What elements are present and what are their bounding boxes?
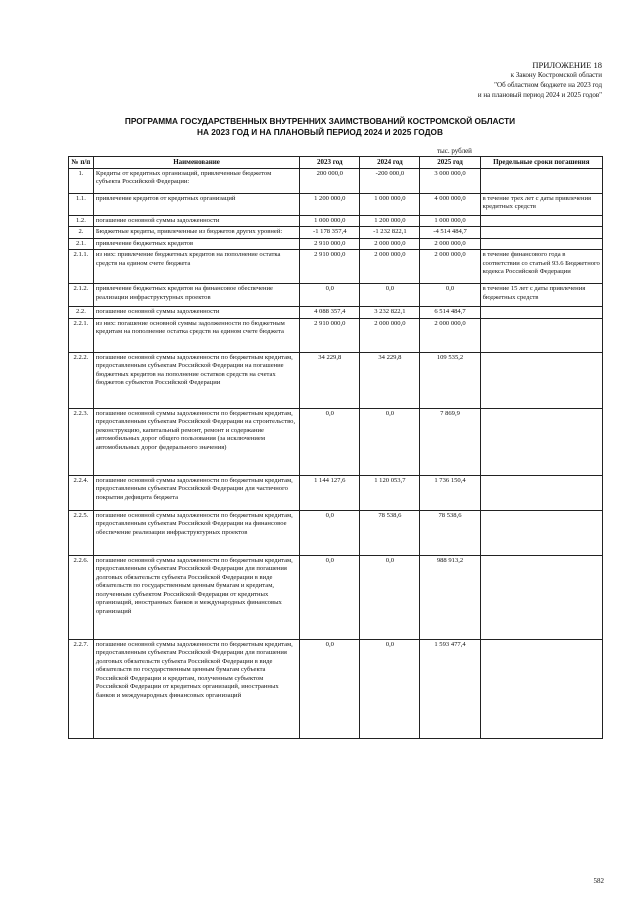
value-2025: 109 535,2 bbox=[420, 352, 480, 408]
value-2025: 1 736 150,4 bbox=[420, 475, 480, 510]
row-name: погашение основной суммы задолженности по бюджетным кредитам, предоставленным субъектам Российской Федерации для погашения долговых обязательств субъекта Российской Федерации в виде обязательств по государственным ценным бумагам и кредитам, полученным субъектом Российской Федерации от кредитных организаций, иностранных банков и международных финансовых организаций bbox=[93, 555, 299, 639]
repayment-term: в течение финансового года в соответствии со статьей 93.6 Бюджетного кодекса Российской Федерации bbox=[480, 250, 602, 284]
page-number: 582 bbox=[593, 877, 604, 885]
repayment-term bbox=[480, 168, 602, 193]
value-2024: 0,0 bbox=[360, 284, 420, 307]
value-2024: 1 200 000,0 bbox=[360, 215, 420, 227]
row-number: 2.2. bbox=[69, 307, 94, 319]
row-number: 2.1.1. bbox=[69, 250, 94, 284]
row-number: 2.2.5. bbox=[69, 510, 94, 555]
repayment-term bbox=[480, 555, 602, 639]
appendix-law: к Закону Костромской области bbox=[510, 71, 602, 79]
repayment-term bbox=[480, 215, 602, 227]
header-name: Наименование bbox=[93, 157, 299, 169]
table-row bbox=[69, 408, 603, 475]
row-number: 2.2.3. bbox=[69, 408, 94, 475]
row-name: привлечение бюджетных кредитов на финансовое обеспечение реализации инфраструктурных проектов bbox=[93, 284, 299, 307]
value-2025: 3 000 000,0 bbox=[420, 168, 480, 193]
value-2024: 2 000 000,0 bbox=[360, 238, 420, 250]
table-row bbox=[69, 284, 603, 307]
row-number: 2.1.2. bbox=[69, 284, 94, 307]
appendix-header bbox=[478, 60, 602, 100]
value-2025: 2 000 000,0 bbox=[420, 318, 480, 352]
value-2025: 4 000 000,0 bbox=[420, 193, 480, 215]
header-2023: 2023 год bbox=[300, 157, 360, 169]
table-row bbox=[69, 193, 603, 215]
row-number: 1.1. bbox=[69, 193, 94, 215]
value-2024: -200 000,0 bbox=[360, 168, 420, 193]
value-2024: 0,0 bbox=[360, 408, 420, 475]
value-2024: 2 000 000,0 bbox=[360, 318, 420, 352]
value-2024: -1 232 822,1 bbox=[360, 227, 420, 239]
value-2023: 0,0 bbox=[300, 408, 360, 475]
row-name: погашение основной суммы задолженности по бюджетным кредитам, предоставленным субъектам Российской Федерации на финансовое обеспечение реализации инфраструктурных проектов bbox=[93, 510, 299, 555]
value-2025: 7 869,9 bbox=[420, 408, 480, 475]
table-header-row bbox=[69, 157, 603, 169]
value-2025: 6 514 484,7 bbox=[420, 307, 480, 319]
document-title bbox=[0, 116, 640, 138]
value-2023: 1 000 000,0 bbox=[300, 215, 360, 227]
appendix-label: ПРИЛОЖЕНИЕ 18 bbox=[532, 60, 602, 70]
table-row bbox=[69, 352, 603, 408]
table-row bbox=[69, 168, 603, 193]
header-2025: 2025 год bbox=[420, 157, 480, 169]
header-2024: 2024 год bbox=[360, 157, 420, 169]
value-2025: 2 000 000,0 bbox=[420, 250, 480, 284]
title-line-2: НА 2023 ГОД И НА ПЛАНОВЫЙ ПЕРИОД 2024 И 2025 ГОДОВ bbox=[196, 127, 443, 137]
repayment-term bbox=[480, 510, 602, 555]
table-row bbox=[69, 475, 603, 510]
repayment-term bbox=[480, 238, 602, 250]
row-number: 2.1. bbox=[69, 238, 94, 250]
table-row bbox=[69, 307, 603, 319]
value-2023: 4 088 357,4 bbox=[300, 307, 360, 319]
value-2025: 2 000 000,0 bbox=[420, 238, 480, 250]
row-number: 2.2.1. bbox=[69, 318, 94, 352]
repayment-term bbox=[480, 352, 602, 408]
row-name: из них: привлечение бюджетных кредитов на пополнение остатка средств на едином счете бюджета bbox=[93, 250, 299, 284]
row-number: 1.2. bbox=[69, 215, 94, 227]
value-2024: 3 232 822,1 bbox=[360, 307, 420, 319]
value-2023: -1 178 357,4 bbox=[300, 227, 360, 239]
value-2024: 0,0 bbox=[360, 639, 420, 738]
table-row bbox=[69, 215, 603, 227]
value-2024: 78 538,6 bbox=[360, 510, 420, 555]
row-name: погашение основной суммы задолженности по бюджетным кредитам, предоставленным субъектам Российской Федерации для частичного покрытия дефицита бюджета bbox=[93, 475, 299, 510]
table-row bbox=[69, 227, 603, 239]
value-2024: 0,0 bbox=[360, 555, 420, 639]
row-number: 2. bbox=[69, 227, 94, 239]
repayment-term bbox=[480, 227, 602, 239]
header-num: № п/п bbox=[69, 157, 94, 169]
repayment-term: в течение 15 лет с даты привлечения бюджетных средств bbox=[480, 284, 602, 307]
value-2023: 1 200 000,0 bbox=[300, 193, 360, 215]
value-2025: 78 538,6 bbox=[420, 510, 480, 555]
row-name: погашение основной суммы задолженности bbox=[93, 307, 299, 319]
value-2024: 1 000 000,0 bbox=[360, 193, 420, 215]
value-2023: 1 144 127,6 bbox=[300, 475, 360, 510]
repayment-term bbox=[480, 307, 602, 319]
row-name: погашение основной суммы задолженности по бюджетным кредитам, предоставленным субъектам Российской Федерации для погашения долговых обязательств субъекта Российской Федерации в виде обязательств по государственным ценным бумагам субъекта Российской Федерации и кредитам, полученным субъектом Российской Федерации от кредитных организаций, иностранных банков и международных финансовых организаций bbox=[93, 639, 299, 738]
row-name: привлечение бюджетных кредитов bbox=[93, 238, 299, 250]
row-number: 2.2.2. bbox=[69, 352, 94, 408]
value-2025: 988 913,2 bbox=[420, 555, 480, 639]
appendix-law-period: и на плановый период 2024 и 2025 годов" bbox=[477, 91, 602, 99]
row-number: 2.2.4. bbox=[69, 475, 94, 510]
repayment-term bbox=[480, 475, 602, 510]
table-row bbox=[69, 250, 603, 284]
value-2024: 2 000 000,0 bbox=[360, 250, 420, 284]
row-number: 2.2.6. bbox=[69, 555, 94, 639]
value-2023: 200 000,0 bbox=[300, 168, 360, 193]
title-line-1: ПРОГРАММА ГОСУДАРСТВЕННЫХ ВНУТРЕННИХ ЗАИМСТВОВАНИЙ КОСТРОМСКОЙ ОБЛАСТИ bbox=[124, 116, 516, 126]
row-name: погашение основной суммы задолженности по бюджетным кредитам, предоставленным субъектам Российской Федерации на погашение бюджетных кредитов на пополнение остатков средств на счетах бюджетов субъектов Российской Федерации bbox=[93, 352, 299, 408]
table-row bbox=[69, 318, 603, 352]
units-label: тыс. рублей bbox=[437, 147, 472, 155]
repayment-term bbox=[480, 408, 602, 475]
value-2023: 2 910 000,0 bbox=[300, 250, 360, 284]
value-2025: 1 000 000,0 bbox=[420, 215, 480, 227]
row-number: 1. bbox=[69, 168, 94, 193]
table-row bbox=[69, 555, 603, 639]
row-name: погашение основной суммы задолженности bbox=[93, 215, 299, 227]
table-row bbox=[69, 238, 603, 250]
row-name: Кредиты от кредитных организаций, привлеченные бюджетом субъекта Российской Федерации: bbox=[93, 168, 299, 193]
value-2025: 0,0 bbox=[420, 284, 480, 307]
value-2024: 1 120 053,7 bbox=[360, 475, 420, 510]
repayment-term bbox=[480, 318, 602, 352]
row-name: привлечение кредитов от кредитных организаций bbox=[93, 193, 299, 215]
value-2025: -4 514 484,7 bbox=[420, 227, 480, 239]
appendix-law-title: "Об областном бюджете на 2023 год bbox=[494, 81, 602, 89]
value-2023: 2 910 000,0 bbox=[300, 238, 360, 250]
value-2023: 0,0 bbox=[300, 284, 360, 307]
header-term: Предельные сроки погашения bbox=[480, 157, 602, 169]
value-2023: 2 910 000,0 bbox=[300, 318, 360, 352]
table-row bbox=[69, 510, 603, 555]
value-2023: 0,0 bbox=[300, 510, 360, 555]
value-2023: 34 229,8 bbox=[300, 352, 360, 408]
table-row bbox=[69, 639, 603, 738]
row-number: 2.2.7. bbox=[69, 639, 94, 738]
value-2023: 0,0 bbox=[300, 555, 360, 639]
value-2024: 34 229,8 bbox=[360, 352, 420, 408]
row-name: Бюджетные кредиты, привлеченные из бюджетов других уровней: bbox=[93, 227, 299, 239]
row-name: погашение основной суммы задолженности по бюджетным кредитам, предоставленным субъектам Российской Федерации на строительство, реконструкцию, капитальный ремонт, ремонт и содержание автомобильных дорог общего пользования (за исключением автомобильных дорог федерального значения) bbox=[93, 408, 299, 475]
value-2023: 0,0 bbox=[300, 639, 360, 738]
value-2025: 1 593 477,4 bbox=[420, 639, 480, 738]
borrowing-table bbox=[68, 156, 603, 739]
row-name: из них: погашение основной суммы задолженности по бюджетным кредитам на пополнение остатка средств на едином счете бюджета bbox=[93, 318, 299, 352]
repayment-term bbox=[480, 639, 602, 738]
repayment-term: в течение трех лет с даты привлечения кредитных средств bbox=[480, 193, 602, 215]
